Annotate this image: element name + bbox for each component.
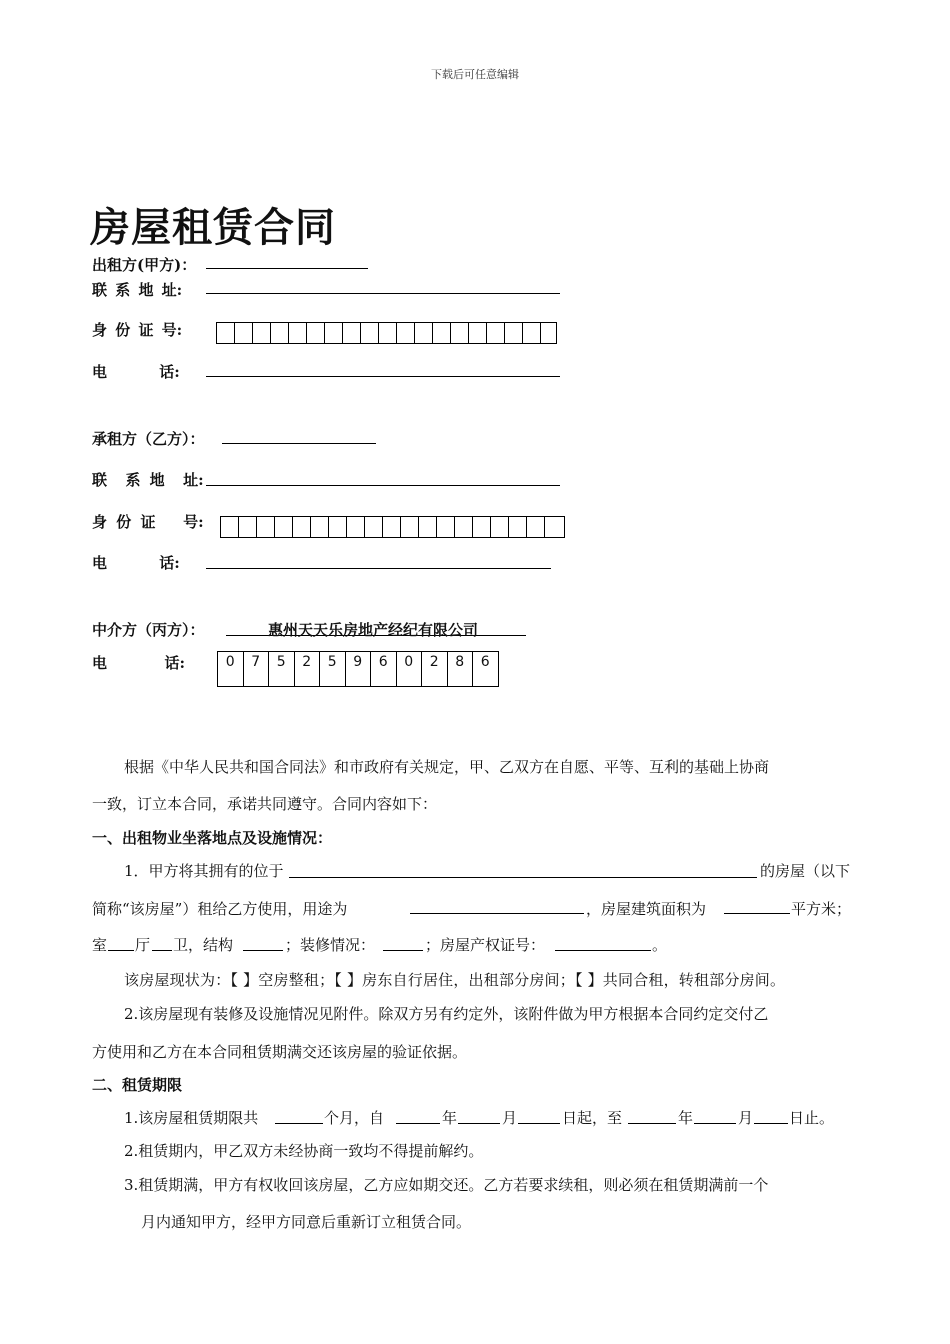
lease-months-field[interactable] bbox=[275, 1123, 323, 1124]
party-a-name-label: 出租方(甲方)： bbox=[92, 256, 197, 274]
s1-status: 该房屋现状为：【 】空房整租；【 】房东自行居住，出租部分房间；【 】共同合租，转租部分房间。 bbox=[124, 971, 786, 989]
s1-item1-e: 平方米； bbox=[791, 900, 852, 918]
header-note: 下载后可任意编辑 bbox=[431, 68, 519, 81]
s2-item3-line2: 月内通知甲方，经甲方同意后重新订立租赁合同。 bbox=[141, 1213, 472, 1231]
party-a-id-label: 身 份 证 号: bbox=[92, 321, 183, 339]
intro-line-2: 一致，订立本合同，承诺共同遵守。合同内容如下： bbox=[92, 795, 438, 813]
party-b-phone-field[interactable] bbox=[206, 568, 551, 569]
agency-name-label: 中介方（丙方）： bbox=[92, 621, 205, 639]
party-b-name-label: 承租方（乙方）： bbox=[92, 430, 205, 448]
section-1-heading: 一、出租物业坐落地点及设施情况： bbox=[92, 829, 333, 847]
phone-digit: 0 bbox=[397, 651, 423, 687]
agency-name-value: 惠州天天乐房地产经纪有限公司 bbox=[268, 621, 479, 639]
s2-item1-e: 日起，至 bbox=[562, 1109, 623, 1127]
phone-digit: 6 bbox=[473, 651, 499, 687]
s1-item1-f1: 室 bbox=[92, 936, 108, 954]
s1-item1-a: 1．甲方将其拥有的位于 bbox=[124, 862, 284, 880]
phone-digit: 5 bbox=[320, 651, 346, 687]
party-b-address-label: 联 系 地 址: bbox=[92, 471, 204, 489]
agency-phone-label: 电 话: bbox=[92, 654, 185, 672]
s1-item1-f4: ；装修情况： bbox=[285, 936, 376, 954]
s2-item1-a: 1.该房屋租赁期限共 bbox=[124, 1109, 259, 1127]
start-month-field[interactable] bbox=[458, 1123, 500, 1124]
halls-field[interactable] bbox=[152, 950, 172, 951]
phone-digit: 9 bbox=[346, 651, 372, 687]
usage-field[interactable] bbox=[410, 913, 584, 914]
phone-digit: 6 bbox=[371, 651, 397, 687]
s1-item1-d: ，房屋建筑面积为 bbox=[586, 900, 707, 918]
rooms-field[interactable] bbox=[108, 950, 134, 951]
end-year-field[interactable] bbox=[628, 1123, 676, 1124]
party-a-address-label: 联 系 地 址: bbox=[92, 281, 183, 299]
phone-digit: 5 bbox=[269, 651, 295, 687]
phone-digit: 7 bbox=[244, 651, 270, 687]
party-b-id-boxes[interactable] bbox=[220, 516, 565, 538]
s1-item1-b: 的房屋（以下 bbox=[760, 862, 851, 880]
party-a-id-boxes[interactable] bbox=[216, 322, 557, 344]
decoration-field[interactable] bbox=[383, 950, 423, 951]
party-a-address-field[interactable] bbox=[206, 293, 560, 294]
end-day-field[interactable] bbox=[754, 1123, 788, 1124]
s2-item2: 2.租赁期内，甲乙双方未经协商一致均不得提前解约。 bbox=[124, 1142, 484, 1160]
phone-digit: 2 bbox=[422, 651, 448, 687]
party-b-name-field[interactable] bbox=[222, 443, 376, 444]
phone-digit: 8 bbox=[448, 651, 474, 687]
title-deed-field[interactable] bbox=[555, 950, 651, 951]
phone-digit: 0 bbox=[218, 651, 244, 687]
party-b-id-label: 身 份 证 号: bbox=[92, 513, 204, 531]
page-title: 房屋租赁合同 bbox=[90, 204, 336, 251]
s1-item2-line2: 方使用和乙方在本合同租赁期满交还该房屋的验证依据。 bbox=[92, 1043, 468, 1061]
party-b-address-field[interactable] bbox=[206, 485, 560, 486]
party-a-phone-label: 电 话: bbox=[92, 363, 180, 381]
phone-digit: 2 bbox=[295, 651, 321, 687]
s1-item1-f3: 卫，结构 bbox=[173, 936, 234, 954]
s2-item1-d: 月 bbox=[502, 1109, 518, 1127]
party-a-name-field[interactable] bbox=[206, 268, 368, 269]
property-location-field[interactable] bbox=[289, 877, 757, 878]
end-month-field[interactable] bbox=[694, 1123, 736, 1124]
section-2-heading: 二、租赁期限 bbox=[92, 1076, 183, 1094]
party-b-phone-label: 电 话: bbox=[92, 554, 180, 572]
s1-item1-f5: ；房屋产权证号： bbox=[425, 936, 546, 954]
s2-item1-f: 年 bbox=[678, 1109, 694, 1127]
s2-item1-g: 月 bbox=[738, 1109, 754, 1127]
start-year-field[interactable] bbox=[396, 1123, 440, 1124]
agency-phone-boxes bbox=[217, 651, 499, 687]
party-a-phone-field[interactable] bbox=[206, 376, 560, 377]
area-field[interactable] bbox=[724, 913, 790, 914]
s1-item1-f6: 。 bbox=[652, 936, 668, 954]
s1-item1-f2: 厅 bbox=[135, 936, 151, 954]
s2-item1-c: 年 bbox=[442, 1109, 458, 1127]
s2-item3-line1: 3.租赁期满，甲方有权收回该房屋，乙方应如期交还。乙方若要求续租，则必须在租赁期满前一个 bbox=[124, 1176, 769, 1194]
start-day-field[interactable] bbox=[518, 1123, 560, 1124]
structure-field[interactable] bbox=[243, 950, 283, 951]
s1-item2-line1: 2.该房屋现有装修及设施情况见附件。除双方另有约定外，该附件做为甲方根据本合同约定交付乙 bbox=[124, 1005, 769, 1023]
intro-line-1: 根据《中华人民共和国合同法》和市政府有关规定，甲、乙双方在自愿、平等、互利的基础上协商 bbox=[124, 758, 770, 776]
s2-item1-h: 日止。 bbox=[789, 1109, 835, 1127]
s2-item1-b: 个月，自 bbox=[324, 1109, 385, 1127]
s1-item1-c: 简称“该房屋”）租给乙方使用，用途为 bbox=[92, 900, 348, 918]
